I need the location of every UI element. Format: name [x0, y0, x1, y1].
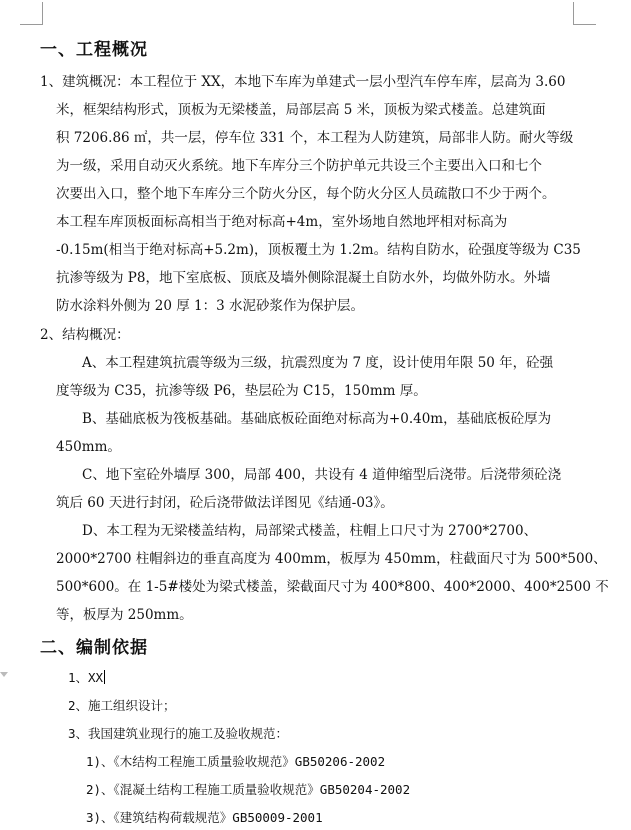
paragraph-line[interactable]: -0.15m(相当于绝对标高+5.2m)，顶板覆土为 1.2m。结构自防水，砼强度等级为 C35	[56, 242, 581, 258]
basis-item-1-number: 1、	[68, 670, 89, 685]
page-corner-mark-left	[20, 2, 43, 25]
page-corner-mark-right	[573, 2, 596, 25]
margin-arrow-icon	[0, 672, 8, 677]
paragraph-line[interactable]: C、地下室砼外墙厚 300，局部 400，共设有 4 道伸缩型后浇带。后浇带须砼浇	[82, 467, 562, 483]
section-heading-overview[interactable]: 一、工程概况	[40, 40, 148, 60]
paragraph-line[interactable]: 2000*2700 柱帽斜边的垂直高度为 400mm，板厚为 450mm，柱截面尺寸为 500*500、	[56, 551, 607, 567]
paragraph-line[interactable]: 500*600。在 1-5#楼处为梁式楼盖，梁截面尺寸为 400*800、400*2000、400*2500 不	[56, 579, 609, 595]
basis-item-1[interactable]	[68, 668, 105, 686]
standard-item[interactable]: 1)、《木结构工程施工质量验收规范》GB50206-2002	[86, 754, 386, 769]
paragraph-line[interactable]: 1、建筑概况：本工程位于 XX，本地下车库为单建式一层小型汽车停车库，层高为 3.60	[40, 74, 566, 90]
paragraph-line[interactable]: 为一级，采用自动灭火系统。地下车库分三个防护单元共设三个主要出入口和七个	[56, 158, 542, 174]
paragraph-line[interactable]: 抗渗等级为 P8，地下室底板、顶底及墙外侧除混凝土自防水外，均做外防水。外墙	[56, 270, 551, 286]
standard-item[interactable]: 3)、《建筑结构荷载规范》GB50009-2001	[86, 810, 323, 825]
standard-item[interactable]: 2)、《混凝土结构工程施工质量验收规范》GB50204-2002	[86, 782, 411, 797]
paragraph-line[interactable]: 积 7206.86 ㎡，共一层，停车位 331 个，本工程为人防建筑，局部非人防。耐火等级	[56, 130, 574, 146]
paragraph-line[interactable]: 防水涂料外侧为 20 厚 1：3 水泥砂浆作为保护层。	[56, 298, 365, 314]
paragraph-line[interactable]: 本工程车库顶板面标高相当于绝对标高+4m，室外场地自然地坪相对标高为	[56, 214, 508, 230]
paragraph-line[interactable]: D、本工程为无梁楼盖结构，局部梁式楼盖，柱帽上口尺寸为 2700*2700、	[82, 523, 538, 539]
paragraph-line[interactable]: 次要出入口，整个地下车库分三个防火分区，每个防火分区人员疏散口不少于两个。	[56, 186, 556, 202]
paragraph-line[interactable]: 等，板厚为 250mm。	[56, 607, 193, 623]
paragraph-line[interactable]: 450mm。	[56, 439, 121, 455]
paragraph-line[interactable]: 度等级为 C35，抗渗等级 P6，垫层砼为 C15，150mm 厚。	[56, 383, 427, 399]
text-cursor	[104, 670, 105, 684]
paragraph-line[interactable]: B、基础底板为筏板基础。基础底板砼面绝对标高为+0.40m，基础底板砼厚为	[82, 411, 552, 427]
basis-item-3[interactable]: 3、我国建筑业现行的施工及验收规范：	[68, 726, 289, 741]
structure-overview-title[interactable]: 2、结构概况：	[40, 327, 130, 343]
paragraph-line[interactable]: A、本工程建筑抗震等级为三级，抗震烈度为 7 度，设计使用年限 50 年，砼强	[82, 355, 554, 371]
paragraph-line[interactable]: 米，框架结构形式，顶板为无梁楼盖，局部层高 5 米，顶板为梁式楼盖。总建筑面	[56, 102, 546, 118]
basis-item-2[interactable]: 2、施工组织设计；	[68, 698, 176, 713]
paragraph-line[interactable]: 筑后 60 天进行封闭，砼后浇带做法详图见《结通-03》。	[56, 495, 394, 511]
section-heading-basis[interactable]: 二、编制依据	[40, 638, 148, 658]
basis-item-1-value: XX	[88, 670, 104, 685]
